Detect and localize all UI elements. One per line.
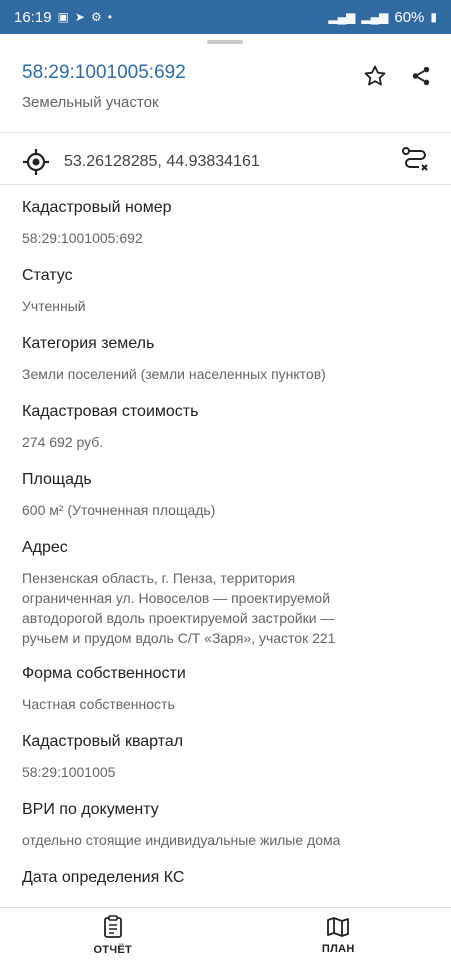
signal-icon: ▂▄▆ <box>328 10 355 24</box>
more-notifications-dot-icon: • <box>108 10 112 24</box>
object-type: Земельный участок <box>22 94 435 111</box>
status-time: 16:19 <box>14 9 52 26</box>
report-button-label: ОТЧЁТ <box>93 944 132 956</box>
telegram-notification-icon: ➤ <box>75 10 85 24</box>
field-address: Адрес Пензенская область, г. Пенза, территория ограниченная ул. Новоселов — проектируемой автодорогой вдоль проектируемой застройки — ручьем и прудом вдоль С/Т «Заря», участок 221 <box>22 538 431 664</box>
field-cadastral-number: Кадастровый номер 58:29:1001005:692 <box>22 198 431 266</box>
report-button[interactable] <box>0 908 226 961</box>
settings-notification-icon: ⚙ <box>91 10 102 24</box>
map-icon <box>326 916 350 938</box>
bottom-action-bar <box>0 907 451 961</box>
battery-icon: ▮ <box>430 10 437 24</box>
coordinates-text: 53.26128285, 44.93834161 <box>64 153 260 171</box>
share-button[interactable] <box>409 64 433 88</box>
address-line: Пензенская область, г. Пенза, территория <box>22 568 431 588</box>
divider <box>0 132 451 133</box>
address-line: ограниченная ул. Новоселов — проектируемой <box>22 588 431 608</box>
address-value[interactable] <box>22 568 431 648</box>
route-icon <box>401 146 431 174</box>
address-line: ручьем и прудом вдоль С/Т «Заря», участок 221 <box>22 628 431 648</box>
field-ownership-form: Форма собственности Частная собственность <box>22 664 431 732</box>
divider <box>0 184 451 185</box>
field-permitted-use: ВРИ по документу отдельно стоящие индивидуальные жилые дома <box>22 800 431 868</box>
cadastral-number-title: 58:29:1001005:692 <box>22 62 435 84</box>
target-location-icon <box>22 148 50 176</box>
star-icon <box>363 64 387 88</box>
status-bar <box>0 0 451 34</box>
header-actions <box>363 64 433 88</box>
property-fields <box>22 198 431 936</box>
coordinates-row[interactable] <box>22 146 431 178</box>
sheet-drag-handle[interactable] <box>207 40 243 44</box>
field-area: Площадь 600 м² (Уточненная площадь) <box>22 470 431 538</box>
plan-button-label: ПЛАН <box>322 943 355 955</box>
share-icon <box>410 65 432 87</box>
field-status: Статус Учтенный <box>22 266 431 334</box>
favorite-button[interactable] <box>363 64 387 88</box>
report-icon <box>102 915 124 939</box>
route-button[interactable] <box>401 146 431 179</box>
plan-button[interactable] <box>226 908 451 961</box>
field-cadastral-value: Кадастровая стоимость 274 692 руб. <box>22 402 431 470</box>
field-cadastral-quarter: Кадастровый квартал 58:29:1001005 <box>22 732 431 800</box>
details-sheet <box>0 34 451 960</box>
signal-lte-icon: ▂▄▆ <box>361 10 388 24</box>
field-land-category: Категория земель Земли поселений (земли населенных пунктов) <box>22 334 431 402</box>
address-line: автодорогой вдоль проектируемой застройки — <box>22 608 431 628</box>
gallery-notification-icon: ▣ <box>58 10 69 24</box>
battery-percent: 60% <box>394 9 424 26</box>
field-valuation-date: Дата определения КС <box>22 868 431 936</box>
